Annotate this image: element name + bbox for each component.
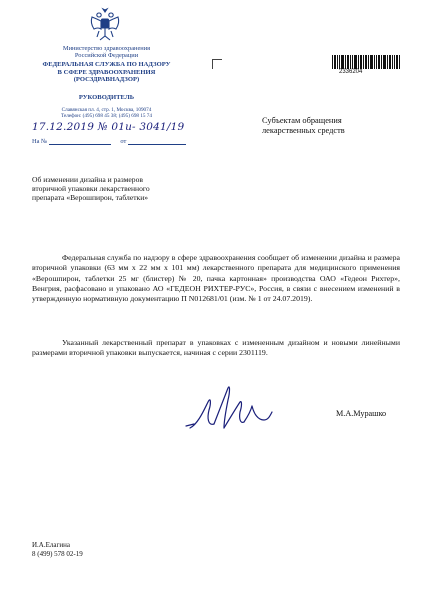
- coat-of-arms-emblem: [88, 7, 122, 43]
- subject-line-2: вторичной упаковки лекарственного: [32, 184, 150, 194]
- barcode-graphic: [332, 55, 400, 69]
- address-corner-mark: [212, 59, 222, 69]
- barcode-number: 2336204: [339, 69, 363, 75]
- body-paragraph-2: [32, 338, 400, 359]
- phone-line: Телефон: (495) 698 45 38; (495) 698 15 74: [60, 113, 152, 120]
- na-blank-line: [49, 137, 111, 145]
- executor-phone: 8 (499) 578 02-19: [32, 550, 83, 558]
- service-line-3: (РОСЗДРАВНАДЗОР): [73, 76, 140, 84]
- ministry-line-2: Российской Федерации: [74, 52, 139, 59]
- recipient-line-1: Субъектам обращения: [262, 116, 342, 125]
- reference-number-row: [32, 137, 186, 145]
- address-line: Славянская пл. 4, стр. 1, Москва, 109074: [61, 107, 152, 113]
- subject-block: [32, 175, 212, 203]
- paragraph-2-text: Указанный лекарственный препарат в упаковках с измененным дизайном и новыми линейными размерами вторичной упаковки выпускается, начиная с серии 2301119.: [32, 338, 400, 358]
- subject-line-1: Об изменении дизайна и размеров: [32, 175, 143, 184]
- registration-handwritten: 17.12.2019 № 01и- 3041/19: [32, 121, 185, 133]
- ministry-name: [0, 45, 213, 59]
- paragraph-1-text: Федеральная служба по надзору в сфере здравоохранения сообщает об изменении дизайна и размера вторичной упаковки (63 мм х 22 мм х 101 мм) лекарственного препарата для медицинского применения «Верошпирон, таблетки 25 мг (блистер) № 20, пачка картонная» производства ОАО «Гедеон Рихтер», Венгрия, расфасовано и упаковано АО «ГЕДЕОН РИХТЕР-РУС», Россия, в связи с внесением изменений в утвержденную нормативную документацию П N012681/01 (изм. № 1 от 24.07.2019).: [32, 253, 400, 304]
- signer-name: М.А.Мурашко: [336, 409, 387, 418]
- address-block: [0, 107, 213, 120]
- recipient-line-2: лекарственных средств: [262, 126, 345, 136]
- service-name: [0, 61, 213, 84]
- subject-line-3: препарата «Верошпирон, таблетки»: [32, 193, 149, 203]
- service-line-1: ФЕДЕРАЛЬНАЯ СЛУЖБА ПО НАДЗОРУ: [42, 61, 171, 68]
- na-label: На №: [32, 138, 48, 145]
- executor-block: [32, 541, 83, 559]
- ot-label: от: [120, 138, 127, 145]
- service-line-2: В СФЕРЕ ЗДРАВООХРАНЕНИЯ: [57, 68, 156, 76]
- ministry-line-1: Министерство здравоохранения: [62, 45, 151, 52]
- recipient-block: [262, 116, 345, 137]
- ot-blank-line: [128, 137, 186, 145]
- head-title: РУКОВОДИТЕЛЬ: [78, 94, 135, 101]
- handwritten-signature: [178, 380, 293, 436]
- executor-name: И.А.Елагина: [32, 541, 70, 549]
- body-paragraph-1: [32, 253, 400, 304]
